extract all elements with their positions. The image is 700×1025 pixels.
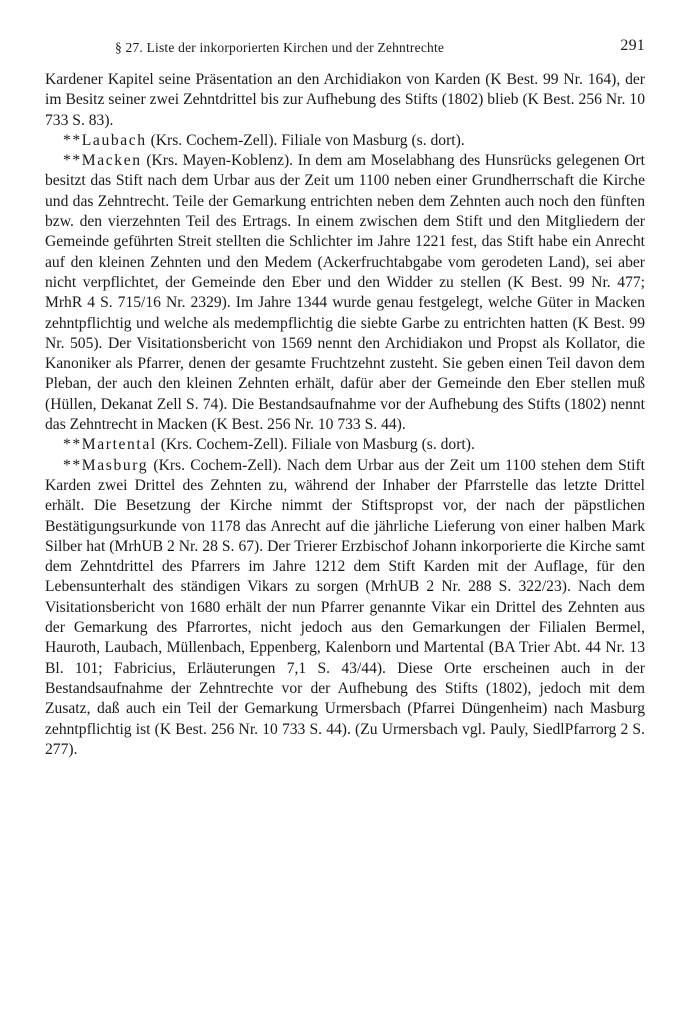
body-text <box>45 70 645 760</box>
paragraph-karden-continuation <box>45 70 645 131</box>
running-title: § 27. Liste der inkorporierten Kirchen und der Zehntrechte <box>115 40 445 55</box>
entry-heading: **Macken <box>63 152 142 170</box>
entry-macken <box>45 151 645 435</box>
entry-heading: **Laubach <box>63 131 147 149</box>
entry-text: (Krs. Cochem-Zell). Nach dem Urbar aus der Zeit um 1100 stehen dem Stift Karden zwei Drittel des Zehnten zu, während der Inhaber der Pfarrstelle das letzte Drittel erhält. Die Besetzung der Kirche nimmt der Stiftspropst vor, der nach der päpstlichen Bestätigungsurkunde von 1178 das Anrecht auf die jährliche Lieferung von einer halben Mark Silber hat (MrhUB 2 Nr. 28 S. 67). Der Trierer Erzbischof Johann inkorporierte die Kirche samt dem Zehntdrittel des Pfarrers im Jahre 1212 dem Stift Karden mit der Auflage, für den Lebensunterhalt des ständigen Vikars zu sorgen (MrhUB 2 Nr. 288 S. 322/23). Nach dem Visitationsbericht von 1680 erhält der nun Pfarrer genannte Vikar ein Drittel des Zehnten aus der Gemarkung des Pfarrortes, nicht jedoch aus den Gemarkungen der Filialen Bermel, Hauroth, Laubach, Müllenbach, Eppenberg, Kalenborn und Martental (BA Trier Abt. 44 Nr. 13 Bl. 101; Fabricius, Erläuterungen 7,1 S. 43/44). Diese Orte erscheinen auch in der Bestandsaufnahme der Zehntrechte vor der Aufhebung des Stifts (1802), jedoch mit dem Zusatz, daß auch ein Teil der Gemarkung Urmersbach (Pfarrei Düngenheim) nach Masburg zehntpflichtig ist (K Best. 256 Nr. 10 733 S. 44). (Zu Urmersbach vgl. Pauly, SiedlPfarrorg 2 S. 277). <box>45 456 645 758</box>
page-number: 291 <box>620 37 645 54</box>
entry-laubach <box>45 131 645 151</box>
running-head <box>45 36 645 58</box>
book-page <box>45 36 645 760</box>
entry-heading: **Martental <box>63 436 157 454</box>
entry-text: (Krs. Mayen-Koblenz). In dem am Moselabhang des Hunsrücks gelegenen Ort besitzt das Stift nach dem Urbar aus der Zeit um 1100 neben einer Grundherrschaft die Kirche und das Zehntrecht. Teile der Gemarkung entrichten neben dem Zehnten auch noch den fünften bzw. den vierzehnten Teil des Ertrags. In einem zwischen dem Stift und den Mitgliedern der Gemeinde geführten Streit stellten die Schlichter im Jahre 1221 fest, das Stift habe ein Anrecht auf den kleinen Zehnten und den Medem (Ackerfruchtabgabe vom gerodeten Land), sei aber nicht verpflichtet, der Gemeinde den Eber und den Widder zu stellen (K Best. 99 Nr. 477; MrhR 4 S. 715/16 Nr. 2329). Im Jahre 1344 wurde genau festgelegt, welche Güter in Macken zehntpflichtig und welche als medempflichtig die siebte Garbe zu entrichten hatten (K Best. 99 Nr. 505). Der Visitationsbericht von 1569 nennt den Archidiakon und Propst als Kollator, die Kanoniker als Pfarrer, denen der gesamte Fruchtzehnt zusteht. Sie geben einen Teil davon dem Pleban, der auch den kleinen Zehnten erhält, dafür aber der Gemeinde den Eber stellen muß (Hüllen, Dekanat Zell S. 74). Die Bestandsaufnahme vor der Aufhebung des Stifts (1802) nennt das Zehntrecht in Macken (K Best. 256 Nr. 10 733 S. 44). <box>45 152 645 434</box>
entry-text: (Krs. Cochem-Zell). Filiale von Masburg (s. dort). <box>146 131 465 149</box>
entry-heading: **Masburg <box>63 456 149 474</box>
entry-masburg <box>45 456 645 760</box>
entry-text: (Krs. Cochem-Zell). Filiale von Masburg (s. dort). <box>156 436 475 454</box>
entry-martental <box>45 435 645 455</box>
paragraph-text: Kardener Kapitel seine Präsentation an den Archidiakon von Karden (K Best. 99 Nr. 164), der im Besitz seiner zwei Zehntdrittel bis zur Aufhebung des Stifts (1802) blieb (K Best. 256 Nr. 10 733 S. 83). <box>45 71 645 129</box>
